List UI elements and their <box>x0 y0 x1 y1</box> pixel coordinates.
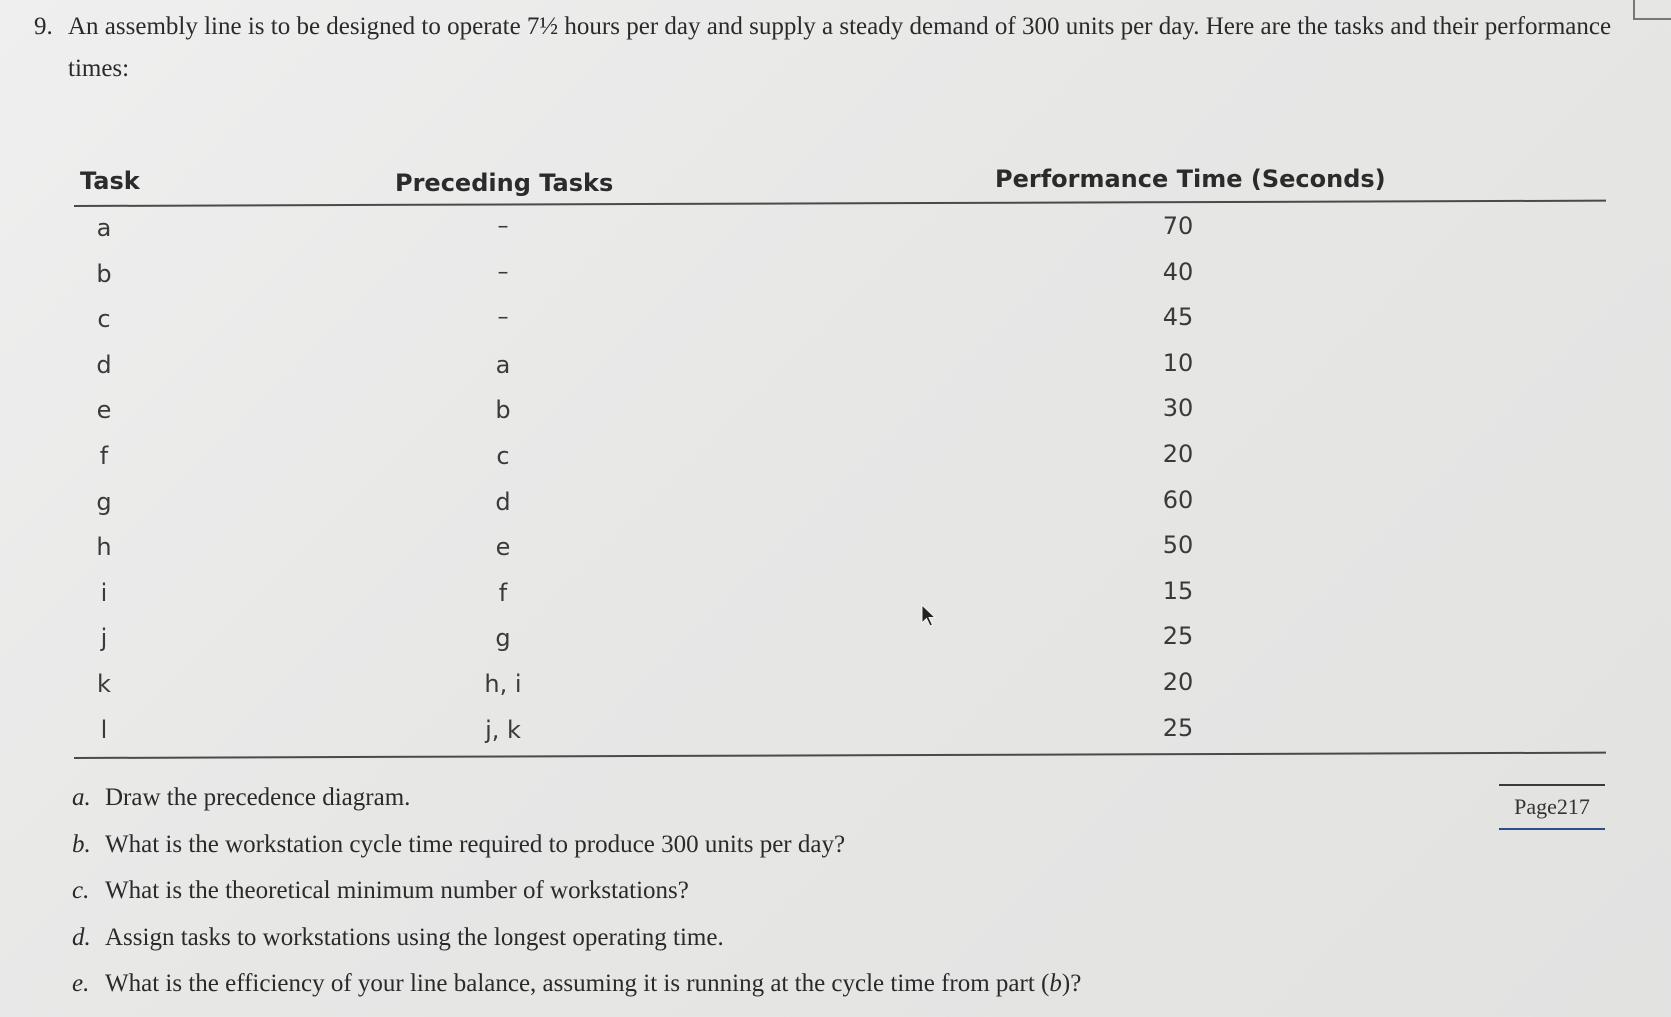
question-letter: e. <box>72 970 90 997</box>
question-text: What is the theoretical minimum number of workstations? <box>105 877 689 904</box>
question-letter: b. <box>72 831 91 858</box>
preceding-tasks-cell: c <box>496 442 510 470</box>
performance-time-cell: 15 <box>1162 576 1194 605</box>
question-c <box>72 877 689 905</box>
preceding-tasks-cell: d <box>495 487 511 516</box>
question-text: Assign tasks to workstations using the longest operating time. <box>105 924 724 951</box>
question-text <box>105 970 1081 997</box>
task-cell: b <box>96 259 112 288</box>
part-reference: b <box>1049 970 1062 997</box>
task-cell: l <box>100 715 108 744</box>
question-a <box>72 784 410 812</box>
performance-time-cell: 70 <box>1162 212 1194 240</box>
mouse-cursor-icon <box>921 604 939 628</box>
question-letter: d. <box>72 924 91 951</box>
table-bottom-rule <box>74 752 1606 759</box>
table-header-rule <box>74 200 1606 207</box>
performance-time-cell: 60 <box>1162 485 1194 514</box>
page-marker: Page217 <box>1499 784 1605 830</box>
performance-time-cell: 20 <box>1162 668 1194 696</box>
question-text: What is the workstation cycle time required to produce 300 units per day? <box>105 831 846 858</box>
header-preceding-tasks: Preceding Tasks <box>395 169 614 197</box>
question-text: Draw the precedence diagram. <box>105 784 411 811</box>
performance-time-cell: 45 <box>1162 303 1194 332</box>
question-text-start: What is the efficiency of your line balance, assuming it is running at the cycle time from part ( <box>105 970 1050 997</box>
preceding-tasks-cell: a <box>495 350 511 379</box>
task-cell: e <box>96 396 112 425</box>
preceding-tasks-cell: – <box>497 305 509 331</box>
header-performance-time: Performance Time (Seconds) <box>995 165 1386 193</box>
preceding-tasks-cell: g <box>495 624 511 653</box>
problem-number: 9. <box>34 13 53 40</box>
performance-time-cell: 50 <box>1162 531 1194 560</box>
task-cell: j <box>100 624 108 653</box>
question-e <box>72 970 1081 998</box>
performance-time-cell: 40 <box>1162 257 1194 286</box>
preceding-tasks-cell: j, k <box>485 715 521 744</box>
preceding-tasks-cell: – <box>497 259 509 285</box>
preceding-tasks-cell: b <box>495 396 511 425</box>
performance-time-cell: 25 <box>1162 713 1194 742</box>
task-cell: g <box>96 487 112 516</box>
task-cell: d <box>96 350 112 379</box>
problem-statement <box>34 6 1614 90</box>
performance-time-cell: 30 <box>1162 394 1194 423</box>
task-cell: c <box>97 305 111 334</box>
preceding-tasks-cell: h, i <box>484 670 522 698</box>
question-letter: a. <box>72 784 91 811</box>
problem-text: An assembly line is to be designed to operate 7½ hours per day and supply a steady demand of 300 units per day. Here are the tasks and their performance times: <box>68 13 1612 82</box>
task-cell: k <box>97 670 111 698</box>
performance-time-cell: 10 <box>1162 348 1194 377</box>
question-text-end: )? <box>1061 970 1082 997</box>
performance-time-cell: 25 <box>1162 622 1194 651</box>
task-cell: a <box>96 214 112 242</box>
question-letter: c. <box>72 877 90 904</box>
question-d <box>72 924 724 952</box>
task-cell: i <box>100 578 108 607</box>
question-b <box>72 831 845 859</box>
preceding-tasks-cell: e <box>495 533 511 562</box>
task-cell: f <box>99 442 109 470</box>
preceding-tasks-cell: f <box>498 578 508 607</box>
header-task: Task <box>80 167 140 195</box>
task-cell: h <box>96 533 112 562</box>
performance-time-cell: 20 <box>1162 440 1194 468</box>
preceding-tasks-cell: – <box>497 214 509 239</box>
corner-bracket <box>1633 0 1671 20</box>
